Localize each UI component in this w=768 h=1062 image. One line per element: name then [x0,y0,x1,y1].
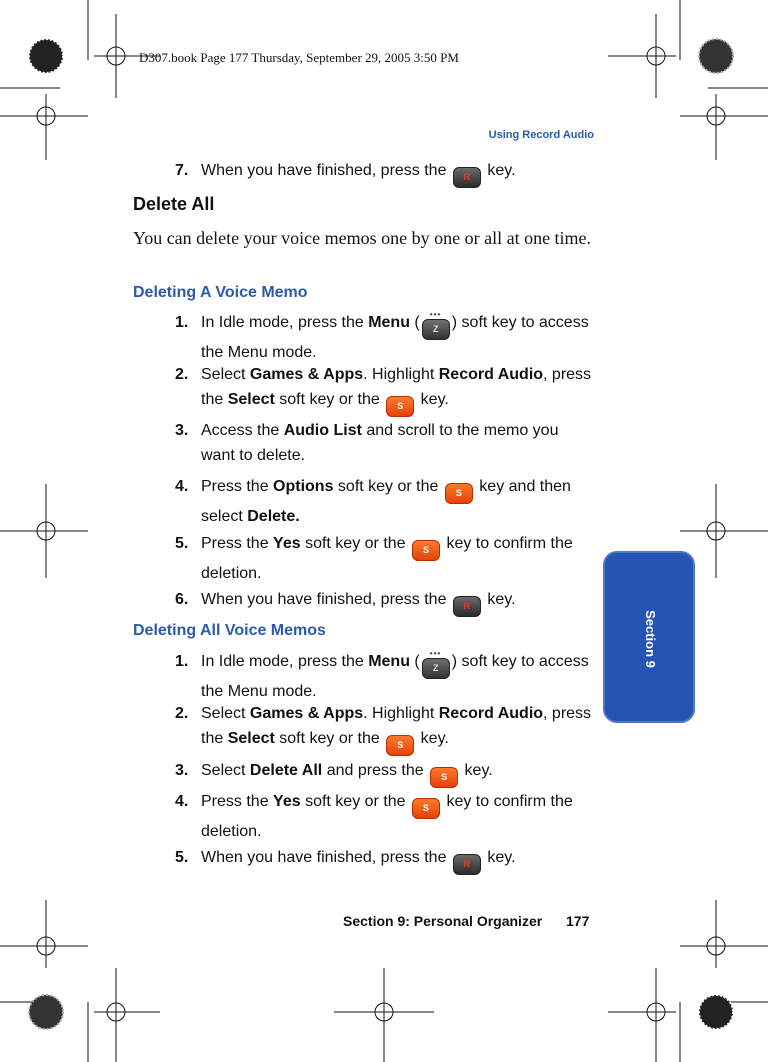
step-number: 4. [175,793,189,810]
color-target-top-left [29,39,63,73]
step-number: 6. [175,591,189,608]
select-key-icon: S [412,540,440,561]
step-text: In Idle mode, press the Menu ( ••• Z ) soft key to access the Menu mode. [201,310,589,361]
step-number: 3. [175,422,189,439]
section-tab [603,551,695,723]
footer-title: Section 9: Personal Organizer [343,913,543,929]
color-target-top-right [699,39,733,73]
registration-mark-right-upper [680,94,768,160]
step-number: 1. [175,653,189,670]
color-target-bottom-left [29,995,63,1029]
select-key-icon: S [386,735,414,756]
step-text: Select Games & Apps. Highlight Record Audio, press the Select soft key or the S key. [201,701,596,756]
step-number: 3. [175,762,189,779]
step-number: 4. [175,478,189,495]
registration-mark-left-lower [0,900,88,968]
section-tab-label: Section 9 [643,610,659,668]
subsection-heading: Deleting A Voice Memo [133,284,308,301]
step-text: When you have finished, press the R key. [201,587,596,617]
subsection-heading: Deleting All Voice Memos [133,622,326,639]
registration-mark-right-lower [680,900,768,968]
registration-mark-left-mid [0,484,88,578]
menu-key-icon: ••• Z [422,658,450,679]
menu-key-icon: ••• Z [422,319,450,340]
select-key-icon: S [412,798,440,819]
step-text: Press the Yes soft key or the S key to confirm the deletion. [201,793,573,840]
step-text: When you have finished, press the R key. [201,158,596,188]
step-text: Access the Audio List and scroll to the memo you want to delete. [201,422,559,464]
step-text: In Idle mode, press the Menu ( ••• Z ) soft key to access the Menu mode. [201,649,589,700]
step-number: 2. [175,705,189,722]
registration-mark-bottom-right [608,968,676,1062]
step-number: 1. [175,314,189,331]
step-text: When you have finished, press the R key. [201,845,596,875]
select-key-icon: S [445,483,473,504]
step-text: Select Delete All and press the S key. [201,758,596,788]
page-number: 177 [566,913,590,929]
registration-mark-bottom-left [94,968,160,1062]
book-header: D307.book Page 177 Thursday, September 29, 2005 3:50 PM [139,50,459,65]
select-key-icon: S [386,396,414,417]
end-key-icon: R [453,854,481,875]
step-number: 5. [175,849,189,866]
step-text: Select Games & Apps. Highlight Record Audio, press the Select soft key or the S key. [201,362,596,417]
step-number: 7. [175,162,189,179]
intro-paragraph: You can delete your voice memos one by one or all at one time. [133,228,592,248]
select-key-icon: S [430,767,458,788]
registration-mark-left-upper [0,94,88,160]
running-head: Using Record Audio [488,129,594,141]
step-text: Press the Options soft key or the S key and then select Delete. [201,478,571,525]
step-number: 5. [175,535,189,552]
end-key-icon: R [453,167,481,188]
registration-mark-top-right [608,14,676,98]
color-target-bottom-right [699,995,733,1029]
step-number: 2. [175,366,189,383]
end-key-icon: R [453,596,481,617]
section-heading: Delete All [133,194,215,214]
registration-mark-bottom-center [334,968,434,1062]
step-text: Press the Yes soft key or the S key to confirm the deletion. [201,535,573,582]
